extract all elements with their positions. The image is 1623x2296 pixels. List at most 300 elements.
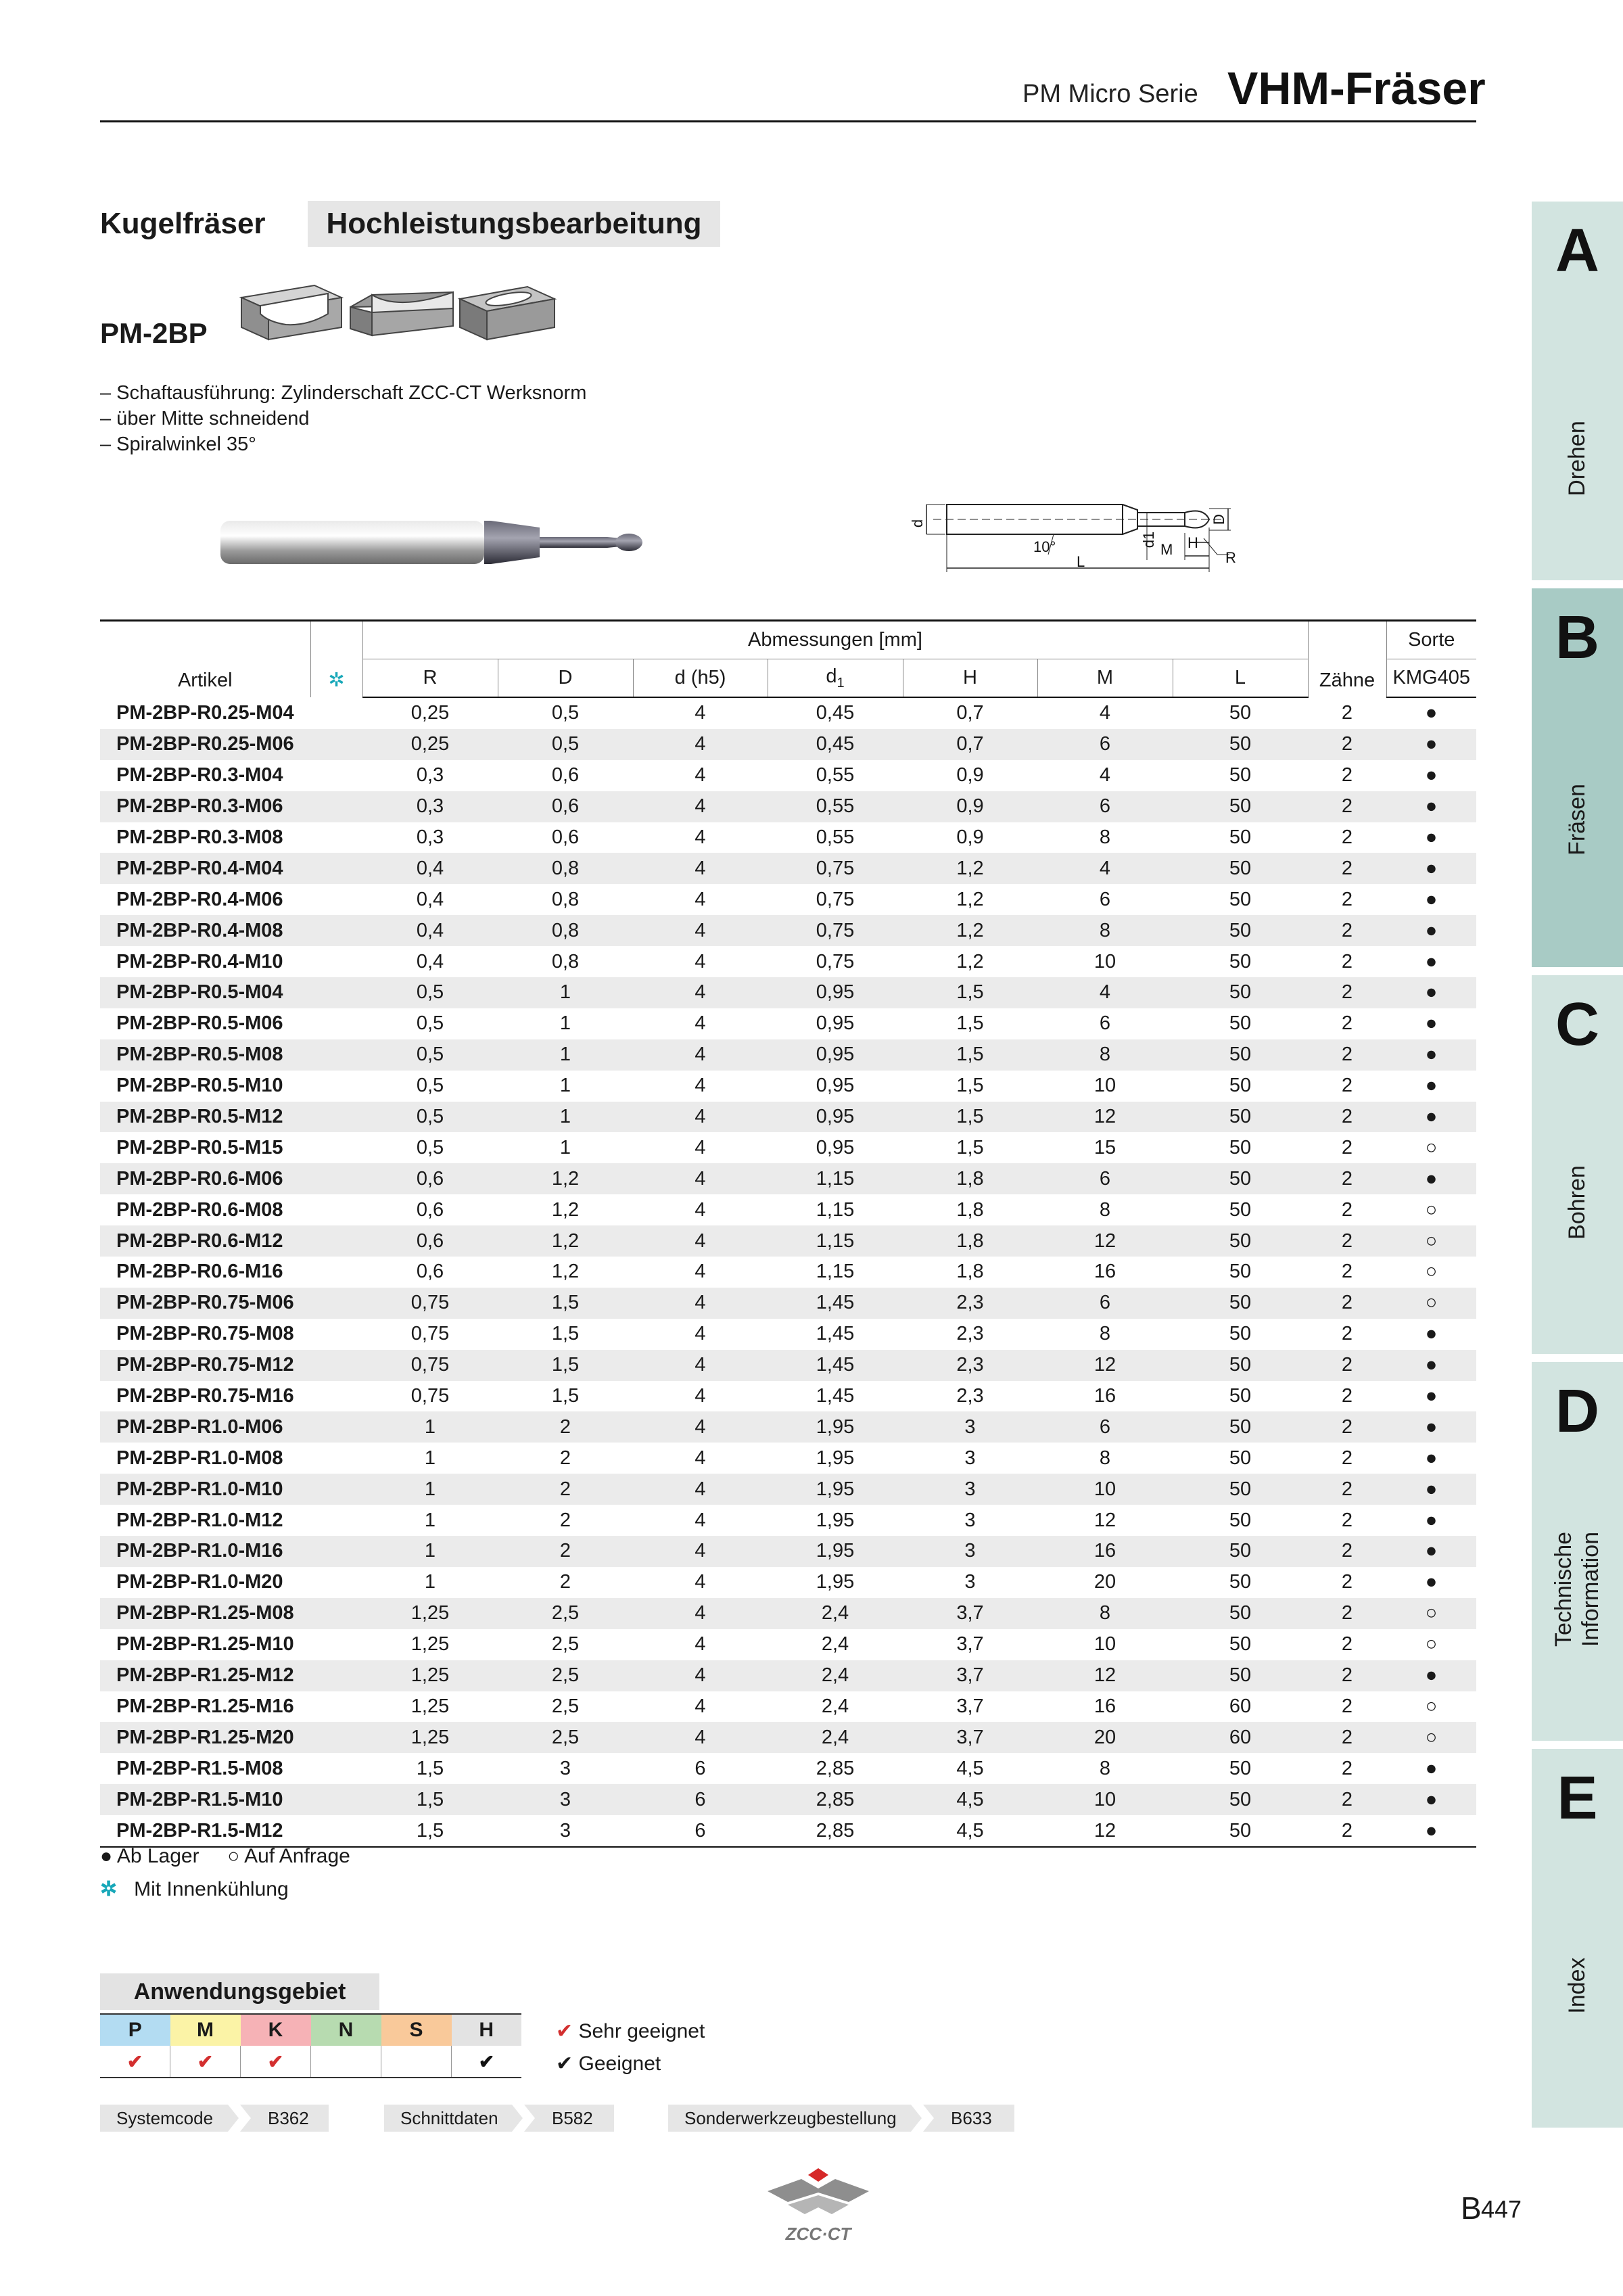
- cell-d: 4: [633, 977, 768, 1008]
- cell-coolant: [310, 1257, 362, 1288]
- cell-M: 20: [1093, 1571, 1116, 1593]
- cell-L: 50: [1229, 1136, 1252, 1158]
- cell-R: 1: [362, 1411, 498, 1443]
- cell-L: 50: [1173, 915, 1308, 946]
- cell-artikel: PM-2BP-R0.5-M10: [116, 1075, 283, 1097]
- ref-label: Schnittdaten: [400, 2108, 498, 2128]
- cell-coolant: [310, 729, 362, 760]
- cell-d: 4: [633, 1288, 768, 1319]
- cell-zaehne: 2: [1308, 853, 1386, 884]
- cell-coolant: [310, 1505, 362, 1536]
- availability-legend: [100, 1845, 350, 1868]
- dim-d-label: d: [909, 519, 926, 528]
- cell-R: 0,5: [416, 1136, 444, 1158]
- cell-zaehne: 2: [1308, 1815, 1386, 1847]
- cell-L: 50: [1229, 1261, 1252, 1283]
- cell-coolant: [310, 946, 362, 977]
- feature-item: – über Mitte schneidend: [100, 408, 310, 429]
- cell-M: 16: [1093, 1695, 1116, 1717]
- cell-M: 10: [1093, 1633, 1116, 1656]
- application-title: Anwendungsgebiet: [100, 1973, 379, 2010]
- cell-D: 2: [559, 1509, 571, 1531]
- tab-technische-information[interactable]: [1532, 1362, 1623, 1741]
- cell-zaehne: 2: [1341, 1012, 1353, 1035]
- cell-D: 1,2: [498, 1225, 633, 1257]
- cell-coolant: [310, 1039, 362, 1071]
- cell-zaehne: 2: [1341, 1633, 1353, 1656]
- tab-fraesen[interactable]: [1532, 588, 1623, 967]
- table-row: [100, 1071, 1476, 1102]
- cell-M: 16: [1093, 1261, 1116, 1283]
- cell-L: 50: [1229, 1385, 1252, 1407]
- cell-M: 6: [1037, 729, 1173, 760]
- cell-coolant: [310, 1753, 362, 1784]
- cell-R: 1,25: [362, 1722, 498, 1753]
- cell-zaehne: 2: [1341, 1695, 1353, 1717]
- table-row: [100, 1536, 1476, 1567]
- cell-zaehne: 2: [1308, 1163, 1386, 1194]
- cell-artikel: PM-2BP-R1.0-M12: [116, 1509, 283, 1531]
- page-section-letter: B: [1461, 2190, 1482, 2226]
- cell-L: 50: [1173, 1102, 1308, 1133]
- cell-M: 10: [1093, 1075, 1116, 1097]
- cell-artikel: PM-2BP-R1.0-M20: [116, 1571, 283, 1593]
- dim-angle-label: 10°: [1033, 538, 1056, 555]
- cell-D: 0,5: [551, 702, 580, 724]
- cell-zaehne: 2: [1308, 977, 1386, 1008]
- cell-coolant: [310, 1629, 362, 1660]
- cell-H: 3: [964, 1571, 976, 1593]
- cell-L: 50: [1229, 1571, 1252, 1593]
- cell-R: 1: [362, 1474, 498, 1505]
- cell-artikel: PM-2BP-R0.5-M12: [100, 1102, 310, 1133]
- cell-d: 4: [695, 950, 706, 973]
- cell-D: 0,8: [498, 853, 633, 884]
- cell-R: 0,5: [362, 1039, 498, 1071]
- cell-coolant: [310, 791, 362, 822]
- cell-d1: 0,55: [768, 791, 903, 822]
- table-row: [100, 853, 1476, 884]
- cell-d: 4: [633, 729, 768, 760]
- cell-d: 4: [695, 1136, 706, 1158]
- cell-R: 0,6: [416, 1261, 444, 1283]
- cell-H: 1,5: [956, 1136, 984, 1158]
- cell-d: 4: [695, 1198, 706, 1221]
- cell-d: 4: [695, 1012, 706, 1035]
- cell-d: 6: [633, 1815, 768, 1847]
- cell-D: 0,8: [551, 950, 580, 973]
- cell-zaehne: 2: [1308, 915, 1386, 946]
- cell-D: 3: [559, 1757, 571, 1779]
- cell-M: 8: [1037, 1039, 1173, 1071]
- cell-d1: 0,95: [768, 1039, 903, 1071]
- application-icons: [233, 272, 558, 348]
- cell-R: 0,3: [416, 826, 444, 848]
- table-row: [100, 1163, 1476, 1194]
- cell-M: 12: [1037, 1660, 1173, 1691]
- dim-D-label: D: [1210, 514, 1227, 525]
- cell-d1: 0,95: [768, 1102, 903, 1133]
- cell-H: 1,2: [903, 853, 1037, 884]
- cell-zaehne: 2: [1308, 1039, 1386, 1071]
- coolant-icon: ✲: [310, 621, 362, 698]
- material-n: N: [311, 2014, 381, 2046]
- coolant-label: Mit Innenkühlung: [134, 1878, 289, 1900]
- cell-zaehne: 2: [1341, 1198, 1353, 1221]
- col-header-L: L: [1173, 659, 1308, 698]
- cell-L: 50: [1229, 702, 1252, 724]
- cell-d1: 1,45: [816, 1385, 855, 1407]
- cell-L: 60: [1173, 1722, 1308, 1753]
- cell-grade: ○: [1425, 1633, 1438, 1656]
- cell-zaehne: 2: [1341, 1261, 1353, 1283]
- cell-H: 0,9: [903, 791, 1037, 822]
- cell-grade: ●: [1425, 1571, 1438, 1593]
- table-row: [100, 760, 1476, 791]
- cell-M: 4: [1099, 702, 1111, 724]
- cell-D: 1: [498, 977, 633, 1008]
- tab-label: Bohren: [1564, 1165, 1590, 1240]
- table-row: [100, 1815, 1476, 1847]
- cell-D: 0,6: [551, 826, 580, 848]
- cell-d1: 1,95: [768, 1536, 903, 1567]
- dim-M-label: M: [1160, 541, 1173, 558]
- cell-L: 50: [1229, 1075, 1252, 1097]
- cell-coolant: [310, 1474, 362, 1505]
- dim-L-label: L: [1077, 553, 1085, 570]
- table-row: [100, 1691, 1476, 1723]
- cell-R: 0,25: [362, 729, 498, 760]
- cell-artikel: PM-2BP-R1.25-M08: [100, 1598, 310, 1629]
- cell-d1: 2,85: [816, 1757, 855, 1779]
- cell-H: 1,5: [903, 1102, 1037, 1133]
- cell-M: 6: [1037, 791, 1173, 822]
- cell-coolant: [310, 1722, 362, 1753]
- cell-D: 2: [498, 1411, 633, 1443]
- cell-d1: 0,55: [816, 764, 855, 787]
- cell-artikel: PM-2BP-R0.5-M04: [100, 977, 310, 1008]
- ref-sonderwerkzeug[interactable]: [668, 2105, 1014, 2132]
- cell-H: 1,5: [903, 1039, 1037, 1071]
- ref-label: Systemcode: [116, 2108, 214, 2128]
- col-group-abmessungen: Abmessungen [mm]: [362, 621, 1308, 659]
- cell-D: 3: [498, 1815, 633, 1847]
- cell-R: 0,4: [416, 888, 444, 910]
- model-name: PM-2BP: [100, 317, 208, 349]
- cell-zaehne: 2: [1341, 950, 1353, 973]
- cell-D: 1,5: [498, 1288, 633, 1319]
- cell-D: 2,5: [498, 1660, 633, 1691]
- cell-d1: 0,95: [816, 1075, 855, 1097]
- cell-H: 0,9: [956, 764, 984, 787]
- cell-R: 0,4: [362, 915, 498, 946]
- cell-d: 4: [633, 1225, 768, 1257]
- cell-artikel: PM-2BP-R1.25-M12: [100, 1660, 310, 1691]
- cell-R: 0,25: [410, 702, 450, 724]
- cell-M: 16: [1093, 1385, 1116, 1407]
- cell-zaehne: 2: [1308, 1784, 1386, 1815]
- cell-d: 4: [695, 1323, 706, 1345]
- feature-item: – Schaftausführung: Zylinderschaft ZCC-CT Werksnorm: [100, 382, 587, 404]
- cell-zaehne: 2: [1308, 1474, 1386, 1505]
- cell-d1: 1,45: [816, 1323, 855, 1345]
- cell-d1: 1,95: [816, 1509, 855, 1531]
- cell-grade: ●: [1425, 1757, 1438, 1779]
- cell-grade: ●: [1386, 1163, 1476, 1194]
- zcc-ct-logo: [761, 2164, 876, 2252]
- page-title: VHM-Fräser: [1227, 63, 1486, 114]
- cell-L: 50: [1173, 1039, 1308, 1071]
- cell-artikel: PM-2BP-R1.5-M08: [116, 1757, 283, 1779]
- ref-schnittdaten[interactable]: [384, 2105, 614, 2132]
- cell-M: 6: [1037, 1411, 1173, 1443]
- cell-R: 0,75: [362, 1288, 498, 1319]
- channel-block-icon: [350, 292, 453, 335]
- table-row: [100, 1474, 1476, 1505]
- cell-grade: ●: [1386, 1474, 1476, 1505]
- cell-L: 50: [1173, 1411, 1308, 1443]
- cell-coolant: [310, 853, 362, 884]
- cell-L: 50: [1173, 1163, 1308, 1194]
- col-header-d1-sub: 1: [837, 675, 845, 690]
- cell-grade: ●: [1425, 950, 1438, 973]
- cell-R: 1: [424, 1509, 436, 1531]
- cell-coolant: [310, 1008, 362, 1039]
- cell-d: 4: [695, 702, 706, 724]
- cell-d1: 0,75: [816, 950, 855, 973]
- stock-label: Ab Lager: [116, 1845, 199, 1867]
- cell-artikel: PM-2BP-R1.0-M16: [100, 1536, 310, 1567]
- cell-D: 0,6: [551, 764, 580, 787]
- cell-R: 0,5: [362, 977, 498, 1008]
- cell-coolant: [310, 1381, 362, 1412]
- cell-artikel: PM-2BP-R0.25-M04: [116, 701, 294, 724]
- cell-H: 0,7: [903, 729, 1037, 760]
- cell-D: 1: [498, 1102, 633, 1133]
- material-check-k: ✔: [241, 2046, 311, 2078]
- cell-artikel: PM-2BP-R0.3-M04: [116, 764, 283, 787]
- cell-R: 0,6: [416, 1198, 444, 1221]
- cell-M: 16: [1037, 1536, 1173, 1567]
- cell-M: 10: [1037, 1784, 1173, 1815]
- cell-artikel: PM-2BP-R0.4-M06: [116, 888, 283, 910]
- cell-artikel: PM-2BP-R0.4-M08: [100, 915, 310, 946]
- cell-R: 1: [424, 1571, 436, 1593]
- cell-D: 2: [559, 1571, 571, 1593]
- cell-R: 0,75: [362, 1350, 498, 1381]
- cell-artikel: PM-2BP-R0.5-M15: [116, 1136, 283, 1158]
- cell-coolant: [310, 1691, 362, 1723]
- cell-d1: 0,75: [768, 853, 903, 884]
- ref-page: B582: [552, 2108, 593, 2128]
- cell-coolant: [310, 1784, 362, 1815]
- cell-grade: ○: [1425, 1695, 1438, 1717]
- cell-coolant: [310, 1163, 362, 1194]
- material-check-m: ✔: [170, 2046, 241, 2078]
- cell-D: 0,6: [498, 791, 633, 822]
- cell-D: 2: [498, 1536, 633, 1567]
- cell-d: 4: [695, 1447, 706, 1469]
- suitable-check-icon: ✔: [556, 2053, 573, 2075]
- cell-L: 50: [1173, 1225, 1308, 1257]
- cell-d1: 0,95: [816, 1136, 855, 1158]
- cell-artikel: PM-2BP-R1.25-M20: [100, 1722, 310, 1753]
- material-m: M: [170, 2014, 241, 2046]
- cell-L: 50: [1229, 888, 1252, 910]
- cell-R: 0,6: [362, 1225, 498, 1257]
- cell-artikel: PM-2BP-R0.6-M08: [116, 1198, 283, 1221]
- cell-R: 1,25: [410, 1633, 450, 1656]
- table-row: [100, 1102, 1476, 1133]
- dim-d1-label: d1: [1140, 531, 1157, 548]
- cell-d1: 1,95: [768, 1474, 903, 1505]
- cell-artikel: PM-2BP-R1.25-M16: [116, 1695, 294, 1717]
- cell-H: 1,8: [903, 1225, 1037, 1257]
- cell-artikel: PM-2BP-R0.75-M12: [100, 1350, 310, 1381]
- cell-coolant: [310, 1350, 362, 1381]
- tab-letter: E: [1557, 1764, 1598, 1832]
- col-header-H: H: [903, 659, 1037, 698]
- cell-H: 3,7: [903, 1598, 1037, 1629]
- cell-artikel: PM-2BP-R0.4-M04: [100, 853, 310, 884]
- cell-zaehne: 2: [1341, 764, 1353, 787]
- cell-artikel: PM-2BP-R0.5-M08: [100, 1039, 310, 1071]
- material-check-p: ✔: [100, 2046, 170, 2078]
- cell-d: 6: [695, 1757, 706, 1779]
- cell-grade: ○: [1386, 1288, 1476, 1319]
- table-row: [100, 1784, 1476, 1815]
- ref-systemcode[interactable]: [100, 2105, 329, 2132]
- cell-grade: ●: [1386, 791, 1476, 822]
- cell-H: 3,7: [956, 1633, 984, 1656]
- tab-index[interactable]: [1532, 1749, 1623, 2128]
- table-row: [100, 1225, 1476, 1257]
- cell-zaehne: 2: [1341, 1509, 1353, 1531]
- cell-D: 2,5: [551, 1695, 580, 1717]
- cell-zaehne: 2: [1308, 729, 1386, 760]
- col-header-M: M: [1037, 659, 1173, 698]
- cell-M: 10: [1093, 950, 1116, 973]
- cell-d1: 0,95: [768, 977, 903, 1008]
- cell-artikel: PM-2BP-R0.25-M06: [100, 729, 310, 760]
- cell-L: 50: [1173, 1784, 1308, 1815]
- material-check-s: [381, 2046, 452, 2078]
- dim-H-label: H: [1187, 534, 1198, 551]
- tab-bohren[interactable]: [1532, 975, 1623, 1354]
- cell-M: 12: [1037, 1815, 1173, 1847]
- cell-D: 2: [559, 1447, 571, 1469]
- cell-zaehne: 2: [1308, 1288, 1386, 1319]
- cell-M: 12: [1037, 1350, 1173, 1381]
- tab-drehen[interactable]: [1532, 202, 1623, 580]
- technical-drawing: [906, 492, 1258, 580]
- cell-grade: ●: [1386, 915, 1476, 946]
- tab-letter: C: [1555, 991, 1599, 1058]
- cell-L: 50: [1173, 1350, 1308, 1381]
- cell-d: 4: [695, 888, 706, 910]
- cell-D: 0,5: [498, 729, 633, 760]
- dim-R-label: R: [1225, 549, 1236, 566]
- cell-H: 1,5: [956, 1075, 984, 1097]
- tab-label: Fräsen: [1564, 784, 1590, 856]
- cell-M: 6: [1099, 888, 1111, 910]
- series-name: PM Micro Serie: [1022, 80, 1198, 108]
- table-row: [100, 791, 1476, 822]
- cell-d: 4: [695, 1695, 706, 1717]
- cell-d1: 0,75: [816, 888, 855, 910]
- cell-d1: 2,4: [821, 1633, 849, 1656]
- cell-H: 3,7: [956, 1695, 984, 1717]
- cell-M: 6: [1037, 1163, 1173, 1194]
- cell-d: 4: [633, 1536, 768, 1567]
- cell-zaehne: 2: [1308, 1225, 1386, 1257]
- cell-d: 4: [695, 1385, 706, 1407]
- col-header-d: d (h5): [633, 659, 768, 698]
- table-row: [100, 1381, 1476, 1412]
- cell-R: 1,5: [362, 1784, 498, 1815]
- cell-H: 3: [903, 1536, 1037, 1567]
- ref-label: Sonderwerkzeugbestellung: [684, 2108, 897, 2128]
- col-header-artikel: Artikel: [100, 621, 310, 698]
- cell-zaehne: 2: [1308, 1411, 1386, 1443]
- table-row: [100, 946, 1476, 977]
- cell-zaehne: 2: [1341, 1075, 1353, 1097]
- cell-coolant: [310, 915, 362, 946]
- cell-d: 4: [695, 1571, 706, 1593]
- table-row: [100, 1257, 1476, 1288]
- table-row: [100, 977, 1476, 1008]
- cell-R: 0,3: [416, 764, 444, 787]
- cell-H: 2,3: [903, 1288, 1037, 1319]
- cell-M: 4: [1037, 977, 1173, 1008]
- cell-H: 1,2: [903, 915, 1037, 946]
- table-row: [100, 1567, 1476, 1598]
- cell-d: 4: [695, 826, 706, 848]
- cell-L: 50: [1173, 1815, 1308, 1847]
- table-row: [100, 1039, 1476, 1071]
- chevron-right-icon: [509, 2105, 536, 2132]
- cell-d: 4: [633, 1350, 768, 1381]
- cell-grade: ●: [1425, 764, 1438, 787]
- cell-coolant: [310, 1132, 362, 1163]
- cell-L: 50: [1229, 1509, 1252, 1531]
- cell-grade: ○: [1386, 1225, 1476, 1257]
- tab-letter: D: [1555, 1378, 1599, 1445]
- col-header-D: D: [498, 659, 633, 698]
- cell-grade: ●: [1386, 977, 1476, 1008]
- cell-grade: ●: [1386, 853, 1476, 884]
- table-row: [100, 1443, 1476, 1474]
- cell-grade: ●: [1425, 1385, 1438, 1407]
- cell-H: 1,5: [903, 977, 1037, 1008]
- suitable-label: Geeignet: [578, 2053, 661, 2075]
- cell-grade: ●: [1386, 1102, 1476, 1133]
- cell-M: 6: [1037, 1288, 1173, 1319]
- cell-L: 50: [1173, 729, 1308, 760]
- cell-H: 3: [964, 1509, 976, 1531]
- cell-zaehne: 2: [1308, 1598, 1386, 1629]
- cell-R: 1: [424, 1447, 436, 1469]
- cell-D: 3: [498, 1784, 633, 1815]
- table-row: [100, 1350, 1476, 1381]
- tab-letter: A: [1555, 217, 1599, 285]
- col-group-sorte: Sorte: [1386, 621, 1476, 659]
- cell-L: 50: [1229, 1012, 1252, 1035]
- cell-R: 0,4: [362, 853, 498, 884]
- cell-H: 1,8: [956, 1198, 984, 1221]
- cell-zaehne: 2: [1308, 1102, 1386, 1133]
- cell-M: 8: [1099, 1447, 1111, 1469]
